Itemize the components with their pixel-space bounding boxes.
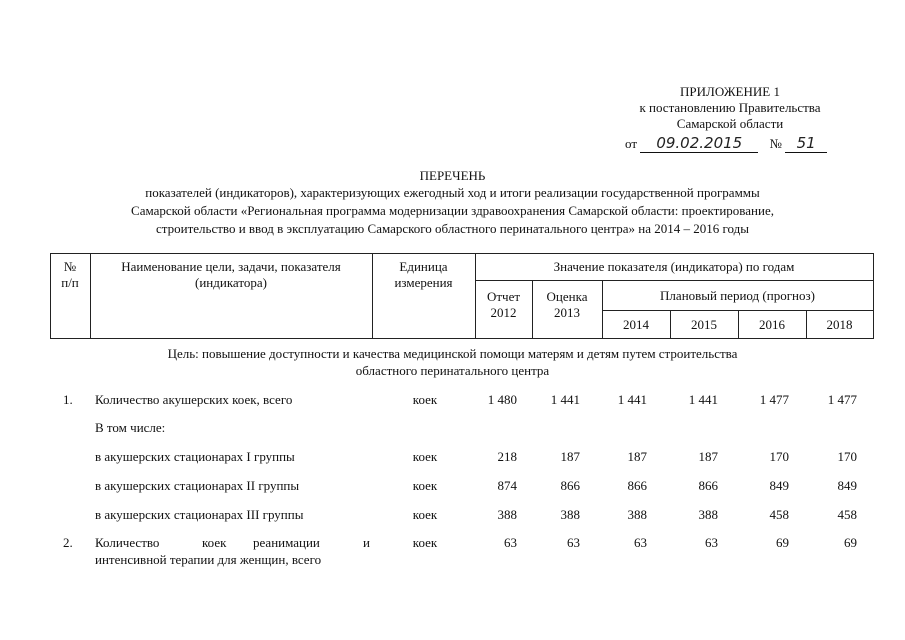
doc-title-line1: показателей (индикаторов), характеризующих ежегодный ход и итоги реализации государственной программы [145, 185, 760, 200]
appendix-line2: Самарской области [676, 116, 784, 131]
col-name-header: Наименование цели, задачи, показателя (индикатора) [121, 259, 341, 290]
value-2018: 170 [837, 449, 857, 464]
doc-title-line2: Самарской области «Региональная программа модернизации здравоохранения Самарской области: проектирование, [131, 203, 774, 218]
value-2016: 1 477 [759, 392, 789, 407]
year-2014-header: 2014 [623, 317, 649, 332]
value-2018: 1 477 [827, 392, 857, 407]
col-values-header: Значение показателя (индикатора) по годам [553, 259, 795, 274]
col-unit-header: Единица измерения [394, 259, 453, 290]
year-2016-header: 2016 [759, 317, 785, 332]
value-2013: 1 441 [550, 392, 580, 407]
appendix-block [580, 84, 880, 132]
row-label-line2: интенсивной терапии для женщин, всего [95, 552, 322, 567]
value-2016: 69 [776, 535, 789, 550]
row-label-word: коек [202, 535, 227, 550]
value-2015: 187 [698, 449, 718, 464]
row-label-word: и [363, 535, 370, 550]
date-number-line [625, 134, 827, 153]
row-label: Количество акушерских коек, всего [95, 392, 293, 407]
handwritten-date: 09.02.2015 [640, 134, 758, 153]
goal-line2: областного перинатального центра [355, 363, 550, 378]
value-2014: 866 [627, 478, 647, 493]
row-label: в акушерских стационарах III группы [95, 507, 304, 522]
row-unit: коек [412, 478, 438, 493]
value-2013: 63 [567, 535, 580, 550]
value-2016: 170 [769, 449, 789, 464]
row-label-word: Количество [95, 535, 160, 550]
number-label: № [769, 136, 782, 151]
doc-heading: ПЕРЕЧЕНЬ [419, 168, 486, 183]
row-label-word: реанимации [253, 535, 320, 550]
value-2016: 458 [769, 507, 789, 522]
value-2012: 63 [504, 535, 517, 550]
value-2013: 187 [560, 449, 580, 464]
year-2018-header: 2018 [826, 317, 853, 332]
col-plan-header: Плановый период (прогноз) [660, 288, 815, 303]
value-2013: 388 [560, 507, 580, 522]
value-2014: 63 [634, 535, 647, 550]
col-num-header: № п/п [61, 259, 79, 290]
handwritten-number: 51 [785, 134, 827, 153]
appendix-line1: к постановлению Правительства [639, 100, 821, 115]
year-2015-header: 2015 [691, 317, 717, 332]
row-label: в акушерских стационарах II группы [95, 478, 300, 493]
value-2015: 1 441 [688, 392, 718, 407]
value-2012: 218 [497, 449, 517, 464]
value-2018: 458 [837, 507, 857, 522]
value-2015: 388 [698, 507, 718, 522]
doc-title-line3: строительство и ввод в эксплуатацию Самарского областного перинатального центра» на 2014 – 2016 годы [156, 221, 749, 236]
value-2012: 874 [497, 478, 517, 493]
value-2012: 388 [497, 507, 517, 522]
row-label: В том числе: [95, 420, 166, 435]
row-unit: коек [412, 535, 438, 550]
value-2015: 866 [698, 478, 718, 493]
from-label: от [625, 136, 638, 151]
value-2014: 388 [627, 507, 647, 522]
value-2015: 63 [705, 535, 718, 550]
value-2016: 849 [769, 478, 789, 493]
value-2014: 187 [627, 449, 647, 464]
appendix-title: ПРИЛОЖЕНИЕ 1 [680, 84, 780, 99]
value-2012: 1 480 [487, 392, 517, 407]
value-2018: 69 [844, 535, 857, 550]
row-unit: коек [412, 449, 438, 464]
value-2013: 866 [560, 478, 580, 493]
row-label: в акушерских стационарах I группы [95, 449, 295, 464]
value-2014: 1 441 [617, 392, 647, 407]
value-2018: 849 [837, 478, 857, 493]
goal-line1: Цель: повышение доступности и качества медицинской помощи матерям и детям путем строительства [167, 346, 738, 361]
col-report-header: Отчет 2012 [486, 289, 521, 320]
row-unit: коек [412, 392, 438, 407]
row-unit: коек [412, 507, 438, 522]
col-estimate-header: Оценка 2013 [546, 289, 588, 320]
